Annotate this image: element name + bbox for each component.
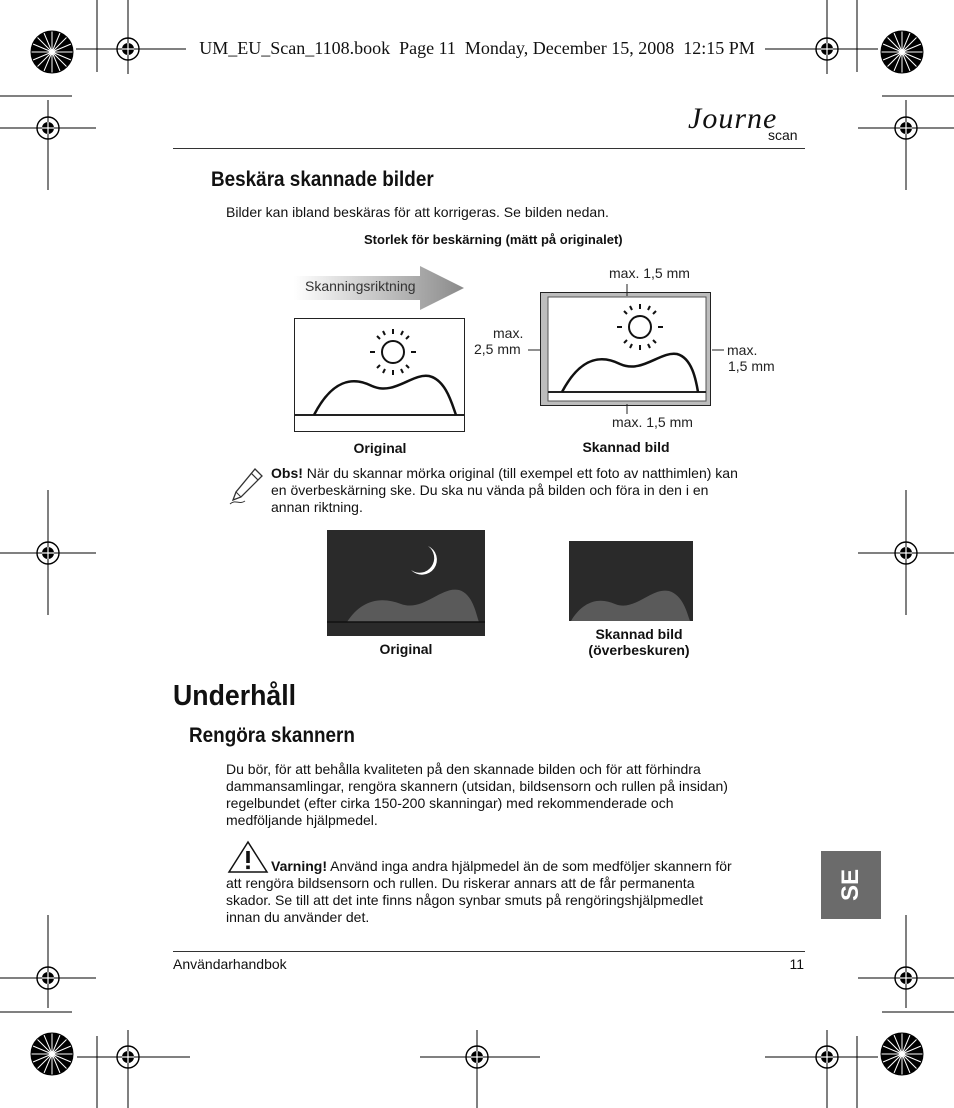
- brand-logo-script: Journe: [688, 102, 778, 135]
- header-time: 12:15 PM: [683, 38, 755, 58]
- brand-logo-scan: scan: [768, 127, 798, 143]
- pencil-note-icon: [227, 466, 265, 506]
- label-max-bottom: max. 1,5 mm: [612, 414, 693, 430]
- header-date: Monday, December 15, 2008: [464, 38, 675, 58]
- footer-page-number: 11: [789, 956, 804, 972]
- caption-original: Original: [353, 440, 407, 456]
- print-header: [0, 38, 954, 59]
- crop-intro: Bilder kan ibland beskäras för att korrigeras. Se bilden nedan.: [226, 204, 609, 220]
- dimension-leaders: [520, 276, 730, 416]
- section-heading-crop: Beskära skannade bilder: [211, 168, 434, 191]
- header-file: UM_EU_Scan_1108.book: [199, 38, 391, 58]
- scan-direction-label: Skanningsriktning: [305, 278, 416, 294]
- label-max-top: max. 1,5 mm: [609, 265, 690, 281]
- warning-label: Varning!: [271, 858, 328, 874]
- footer-rule: [173, 951, 805, 952]
- subheading-cleaning: Rengöra skannern: [189, 724, 355, 747]
- original-landscape-figure: [294, 318, 466, 432]
- label-max-left-1: max.: [493, 325, 524, 341]
- caption-scanned: Skannad bild: [582, 439, 670, 455]
- caption-night-original: Original: [379, 641, 433, 657]
- note-text: Obs! När du skannar mörka original (till exempel ett foto av natthimlen) kan en överbeskärning ske. Du ska nu vända på bilden och föra in den i en annan riktning.: [271, 465, 738, 515]
- night-scanned-figure: [569, 541, 693, 621]
- header-page: Page 11: [399, 38, 456, 58]
- cleaning-body: Du bör, för att behålla kvaliteten på den skannade bilden och för att förhindra dammansamlingar, rengöra skannern (utsidan, bildsensorn och rullen på insidan) regelbundet (efter cirka 150-200 skanningar) med rekommenderade och medföljande hjälpmedel.: [226, 761, 728, 828]
- language-tab: [821, 851, 881, 919]
- label-max-left-2: 2,5 mm: [474, 341, 521, 357]
- label-max-right-1: max.: [727, 342, 758, 358]
- top-rule: [173, 148, 805, 149]
- language-tab-label: SE: [837, 868, 864, 902]
- caption-night-scanned: Skannad bild (överbeskuren): [588, 626, 690, 658]
- footer-title: Användarhandbok: [173, 956, 287, 972]
- label-max-right-2: 1,5 mm: [728, 358, 775, 374]
- figure-title: Storlek för beskärning (mätt på originalet): [364, 232, 623, 247]
- note-label: Obs!: [271, 465, 303, 481]
- night-original-figure: [327, 530, 485, 636]
- section-heading-maintenance: Underhåll: [173, 680, 297, 712]
- warning-text: Varning! Använd inga andra hjälpmedel än de som medföljer skannern för att rengöra bildsensorn och rullen. Du riskerar annars att de får permanenta skador. Se till att det inte finns någon synbar smuts på rengöringshjälpmedlet innan du använder det.: [226, 858, 732, 925]
